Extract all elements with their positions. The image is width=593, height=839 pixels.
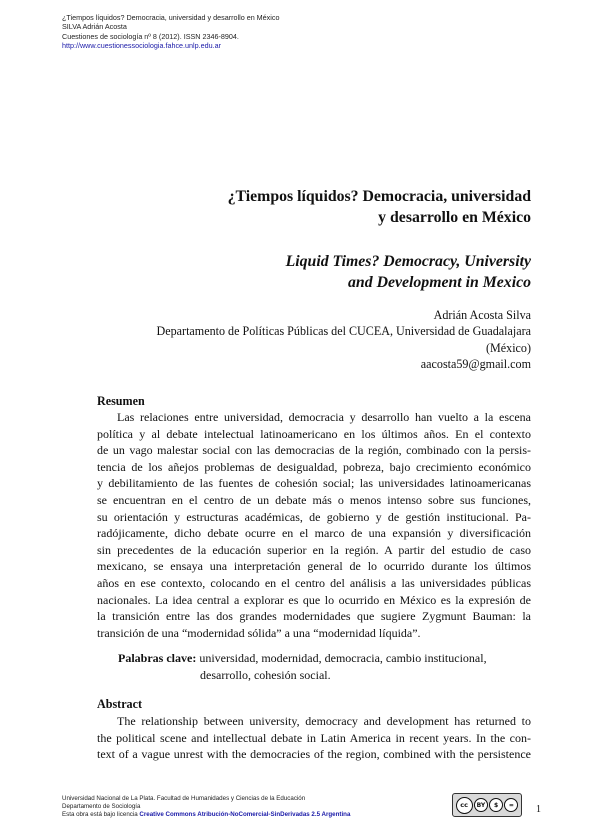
header-author: SILVA Adrián Acosta	[62, 22, 127, 32]
keywords-label: Palabras clave:	[118, 651, 197, 665]
abstract-line: the political scene and intellectual debate in Latin America in recent years. In the con-	[97, 730, 531, 745]
keywords-block	[118, 650, 487, 683]
title-english	[286, 251, 531, 293]
author-block	[157, 307, 531, 372]
resumen-line: política y al debate intelectual latinoamericano en los últimos años. En el contexto	[97, 426, 531, 441]
resumen-line: nacionales. La idea central a explorar es que lo ocurrido en México es la expresión de	[97, 592, 531, 607]
resumen-body	[97, 409, 531, 641]
resumen-line: años en ese contexto, colocando en el centro del análisis a las universidades públicas	[97, 575, 531, 590]
abstract-body	[97, 713, 531, 763]
title-es-line2: y desarrollo en México	[378, 209, 531, 226]
resumen-line: de un vago malestar social con las democracias de la región, combinado con la persis-	[97, 443, 531, 458]
header-url-link[interactable]: http://www.cuestionessociologia.fahce.unlp.edu.ar	[62, 41, 222, 51]
title-en-line1: Liquid Times? Democracy, University	[285, 253, 531, 270]
resumen-line: la transición entre las dos grandes modernidades que sugiere Zygmunt Bauman: la	[97, 609, 531, 624]
footer-department: Departamento de Sociología	[62, 803, 141, 811]
abstract-line: The relationship between university, democracy and development has returned to	[117, 714, 531, 728]
author-affiliation: Departamento de Políticas Públicas del CUCEA, Universidad de Guadalajara	[156, 324, 531, 339]
resumen-line: mexicano, se ensaya una interpretación general de lo ocurrido durante los últimos	[97, 559, 531, 574]
resumen-line: radójicamente, dicho debate ocurre en el marco de una expansión y diversificación	[97, 526, 531, 541]
footer-license-link[interactable]: Creative Commons Atribución-NoComercial-SinDerivadas 2.5 Argentina	[139, 811, 351, 819]
running-header	[62, 13, 279, 51]
abstract-heading: Abstract	[97, 697, 143, 711]
resumen-heading: Resumen	[97, 394, 145, 408]
cc-license-badge[interactable]	[452, 793, 522, 817]
title-es-line1: ¿Tiempos líquidos? Democracia, universidad	[227, 188, 531, 205]
keywords-line1: universidad, modernidad, democracia, cambio institucional,	[196, 651, 487, 665]
page-footer	[62, 795, 350, 820]
footer-university: Universidad Nacional de La Plata. Facultad de Humanidades y Ciencias de la Educación	[62, 795, 306, 802]
cc-icon: cc	[456, 797, 473, 814]
resumen-line: y debilitamiento de las fuentes de cohesión social; las universidades latinoamericanas	[97, 476, 531, 491]
noncommercial-icon: $	[489, 798, 503, 812]
author-name: Adrián Acosta Silva	[433, 308, 531, 322]
resumen-line: su orientación y estructuras académicas, de gobierno y de gestión institucional. Pa-	[97, 509, 531, 524]
header-article-title: ¿Tiempos líquidos? Democracia, universidad y desarrollo en México	[62, 13, 280, 22]
resumen-line: se encuentran en el centro de un debate más o menos intenso sobre sus funciones,	[97, 492, 531, 507]
resumen-line: tencia de los añejos problemas de desigualdad, pobreza, bajo crecimiento económico	[97, 459, 531, 474]
by-attribution-icon: BY	[474, 798, 488, 812]
title-spanish	[228, 186, 531, 228]
resumen-line: Las relaciones entre universidad, democracia y desarrollo han vuelto a la escena	[117, 410, 531, 424]
title-en-line2: and Development in Mexico	[348, 274, 531, 291]
footer-license-prefix: Esta obra está bajo licencia	[62, 811, 140, 819]
noderivatives-icon: =	[504, 798, 518, 812]
resumen-line: transición de una “modernidad sólida” a una “modernidad líquida”.	[97, 625, 421, 640]
resumen-line: sin precedentes de la educación superior en la región. A partir del estudio de caso	[97, 542, 531, 557]
header-journal: Cuestiones de sociología nº 8 (2012). ISSN 2346-8904.	[62, 31, 239, 41]
page-number: 1	[536, 804, 541, 815]
keywords-line2: desarrollo, cohesión social.	[200, 667, 331, 682]
abstract-line: text of a vague unrest with the democracies of the region, combined with the persistence	[97, 747, 531, 762]
author-country: (México)	[486, 340, 531, 355]
author-email: aacosta59@gmail.com	[420, 356, 531, 371]
